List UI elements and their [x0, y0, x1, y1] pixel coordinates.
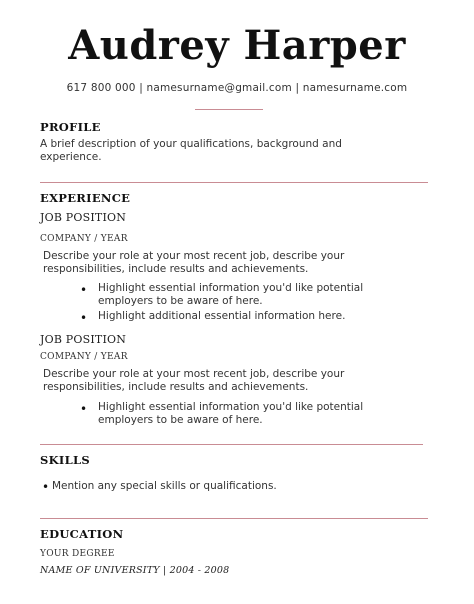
header-divider — [195, 109, 263, 110]
job-description-line2: responsibilities, include results and achievements. — [43, 263, 309, 275]
candidate-name: Audrey Harper — [68, 22, 406, 69]
bullet-icon: • — [80, 402, 88, 416]
bullet-icon: • — [80, 283, 88, 297]
job-description-line1: Describe your role at your most recent job, describe your — [43, 250, 345, 262]
profile-divider — [40, 182, 428, 183]
job-bullet-line1: Highlight essential information you'd like potential — [98, 401, 364, 413]
job-description-line2: responsibilities, include results and achievements. — [43, 381, 309, 393]
skills-heading: SKILLS — [40, 453, 90, 467]
education-heading: EDUCATION — [40, 527, 124, 541]
skill-item: Mention any special skills or qualifications. — [52, 480, 277, 492]
profile-text-line2: experience. — [40, 151, 102, 163]
contact-line: 617 800 000 | namesurname@gmail.com | namesurname.com — [66, 82, 408, 94]
job-bullet-line2: employers to be aware of here. — [98, 295, 263, 307]
job-title: JOB POSITION — [40, 333, 127, 346]
experience-divider — [40, 444, 423, 445]
education-university: NAME OF UNIVERSITY | 2004 - 2008 — [40, 565, 230, 576]
experience-heading: EXPERIENCE — [40, 191, 131, 205]
profile-text-line1: A brief description of your qualifications, background and — [40, 138, 342, 150]
job-bullet-line1: Highlight additional essential information here. — [98, 310, 346, 322]
job-company: COMPANY / YEAR — [40, 352, 128, 362]
job-bullet-line2: employers to be aware of here. — [98, 414, 263, 426]
skills-divider — [40, 518, 428, 519]
job-description-line1: Describe your role at your most recent job, describe your — [43, 368, 345, 380]
education-degree: YOUR DEGREE — [40, 549, 115, 559]
bullet-icon: • — [80, 311, 88, 325]
profile-heading: PROFILE — [40, 120, 101, 134]
bullet-icon: • — [42, 480, 50, 494]
job-title: JOB POSITION — [40, 211, 127, 224]
job-bullet-line1: Highlight essential information you'd like potential — [98, 282, 364, 294]
job-company: COMPANY / YEAR — [40, 234, 128, 244]
